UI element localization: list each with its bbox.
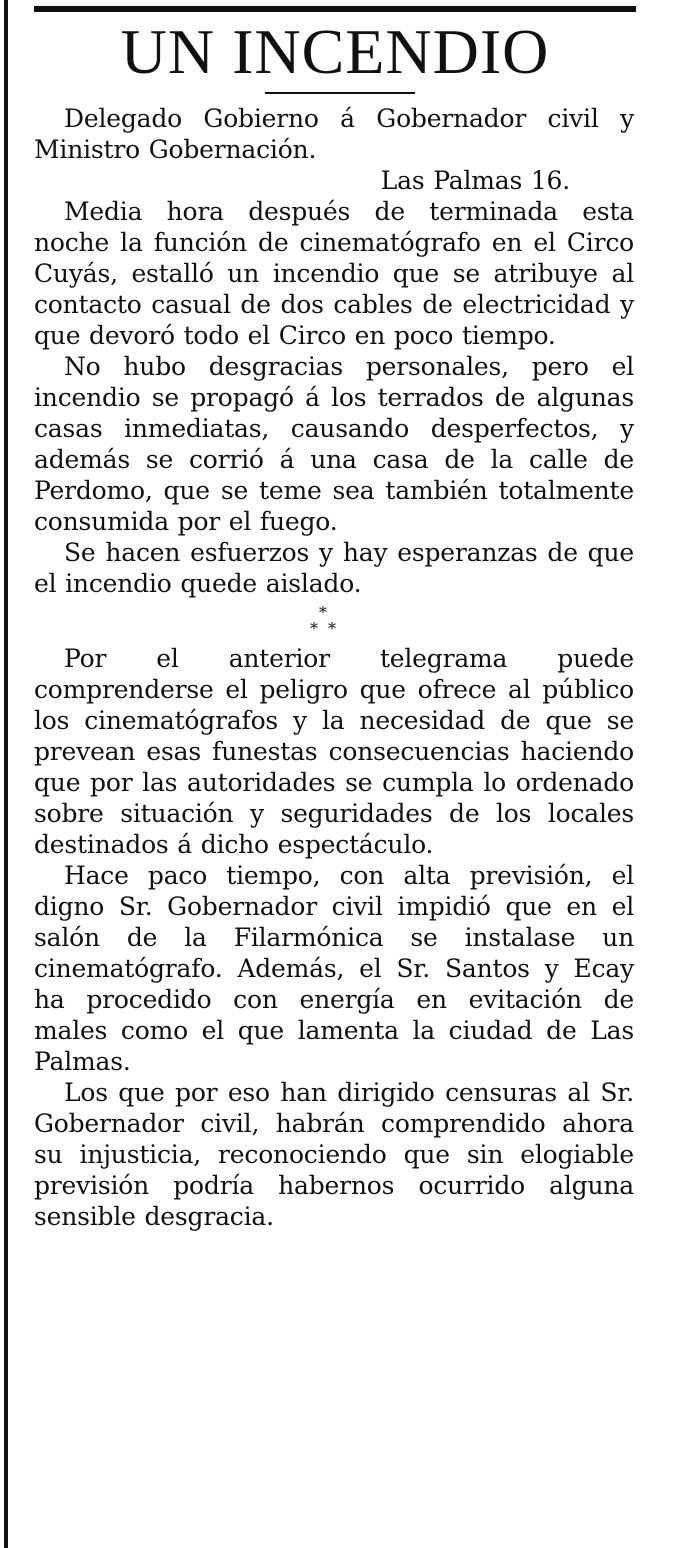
commentary-paragraph: Los que por eso han dirigido censuras al Sr. Gobernador civil, habrán comprendido ahora su injusticia, reconociendo que sin elogiable previsión podría habernos ocurrido alguna sensible desgracia. — [34, 1078, 634, 1231]
telegram-paragraph: Media hora después de terminada esta noche la función de cinematógrafo en el Circo Cuyás, estalló un incendio que se atribuye al contacto casual de dos cables de electricidad y que devoró todo el Circo en poco tiempo. — [34, 197, 634, 350]
article-body — [34, 103, 634, 1232]
column-left-rule — [4, 0, 8, 1548]
telegram-paragraph: No hubo desgracias personales, pero el incendio se propagó á los terrados de algunas casas inmediatas, causando desperfectos, y además se corrió á una casa de la calle de Perdomo, que se teme sea también totalmente consumida por el fuego. — [34, 352, 634, 536]
asterism-bottom: * * — [309, 619, 339, 638]
commentary-paragraph: Por el anterior telegrama puede comprenderse el peligro que ofrece al público los cinematógrafos y la necesidad de que se prevean esas funestas consecuencias haciendo que por las autoridades se cumpla lo ordenado sobre situación y seguridades de los locales destinados á dicho espectáculo. — [34, 644, 634, 859]
commentary-paragraph: Hace paco tiempo, con alta previsión, el digno Sr. Gobernador civil impidió que en el salón de la Filarmónica se instalase un cinematógrafo. Además, el Sr. Santos y Ecay ha procedido con energía en evitación de males como el que lamenta la ciudad de Las Palmas. — [34, 861, 634, 1076]
asterism-top: * — [319, 603, 329, 622]
headline: UN INCENDIO — [120, 16, 550, 87]
telegram-header: Delegado Gobierno á Gobernador civil y Ministro Gobernación. — [34, 104, 634, 164]
telegram-place-date: Las Palmas 16. — [380, 166, 570, 195]
asterism-separator — [34, 599, 634, 643]
top-rule — [34, 6, 636, 12]
headline-underline — [265, 92, 415, 94]
telegram-paragraph: Se hacen esfuerzos y hay esperanzas de que el incendio quede aislado. — [34, 538, 634, 598]
